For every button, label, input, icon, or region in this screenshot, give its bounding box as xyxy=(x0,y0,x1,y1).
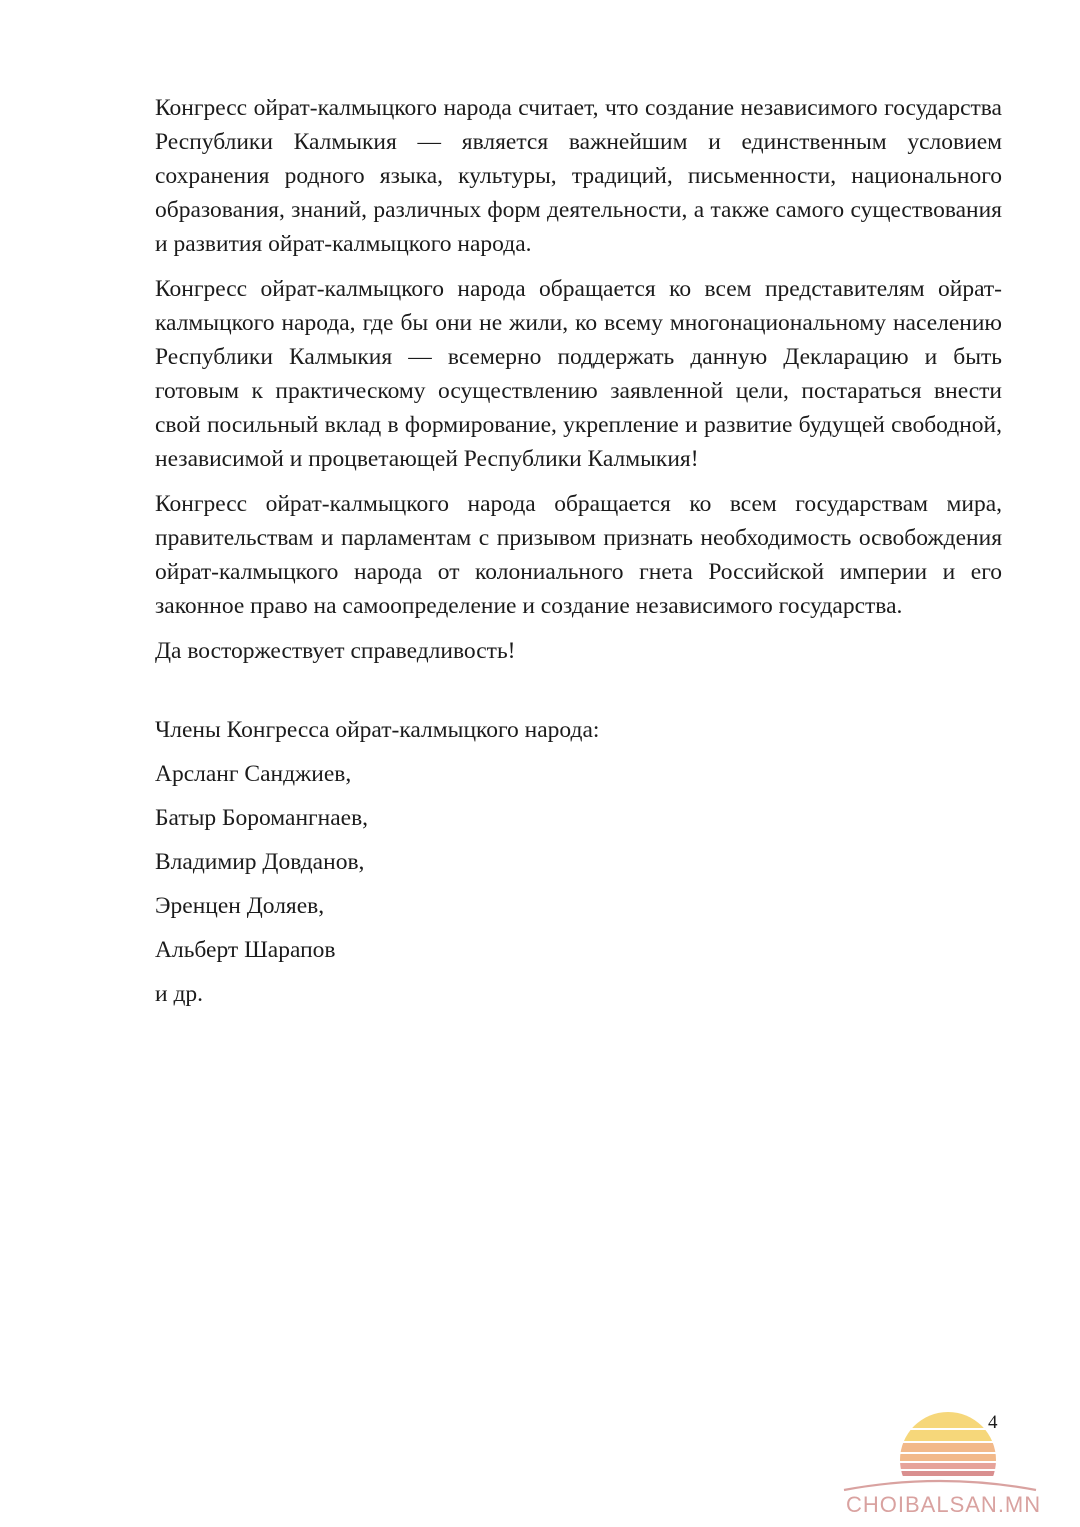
sunset-logo-icon xyxy=(840,1408,1040,1492)
members-etc: и др. xyxy=(155,981,204,1007)
member-name: Батыр Боромангнаев, xyxy=(155,805,369,831)
paragraph-independence: Конгресс ойрат-калмыцкого народа считает, что создание независимого государства Республики Калмыкия — является важнейшим и единственным условием сохранения родного языка, культуры, традиций, письменности, национального образования, знаний, различных форм деятельности, а также самого существования и развития ойрат-калмыцкого народа. xyxy=(155,95,1002,257)
choibalsan-watermark xyxy=(840,1408,1040,1520)
member-name: Арсланг Санджиев, xyxy=(155,761,352,787)
document-body xyxy=(155,91,1002,1011)
member-name: Альберт Шарапов xyxy=(155,937,336,963)
paragraph-appeal-states: Конгресс ойрат-калмыцкого народа обращается ко всем государствам мира, правительствам и парламентам с призывом признать необходимость освобождения ойрат-калмыцкого народа от колониального гнета Российской империи и его законное право на самоопределение и создание независимого государства. xyxy=(155,491,1002,619)
page-number: 4 xyxy=(988,1412,998,1433)
member-name: Владимир Довданов, xyxy=(155,849,365,875)
members-label: Члены Конгресса ойрат-калмыцкого народа: xyxy=(155,717,600,743)
watermark-text: CHOIBALSAN.MN xyxy=(846,1492,1042,1517)
paragraph-appeal-people: Конгресс ойрат-калмыцкого народа обращается ко всем представителям ойрат-калмыцкого народа, где бы они не жили, ко всему многонациональному населению Республики Калмыкия — всемерно поддержать данную Декларацию и быть готовым к практическому осуществлению заявленной цели, постараться внести свой посильный вклад в формирование, укрепление и развитие будущей свободной, независимой и процветающей Республики Калмыкия! xyxy=(155,276,1002,472)
member-name: Эренцен Доляев, xyxy=(155,893,325,919)
closing-line: Да восторжествует справедливость! xyxy=(155,638,516,664)
